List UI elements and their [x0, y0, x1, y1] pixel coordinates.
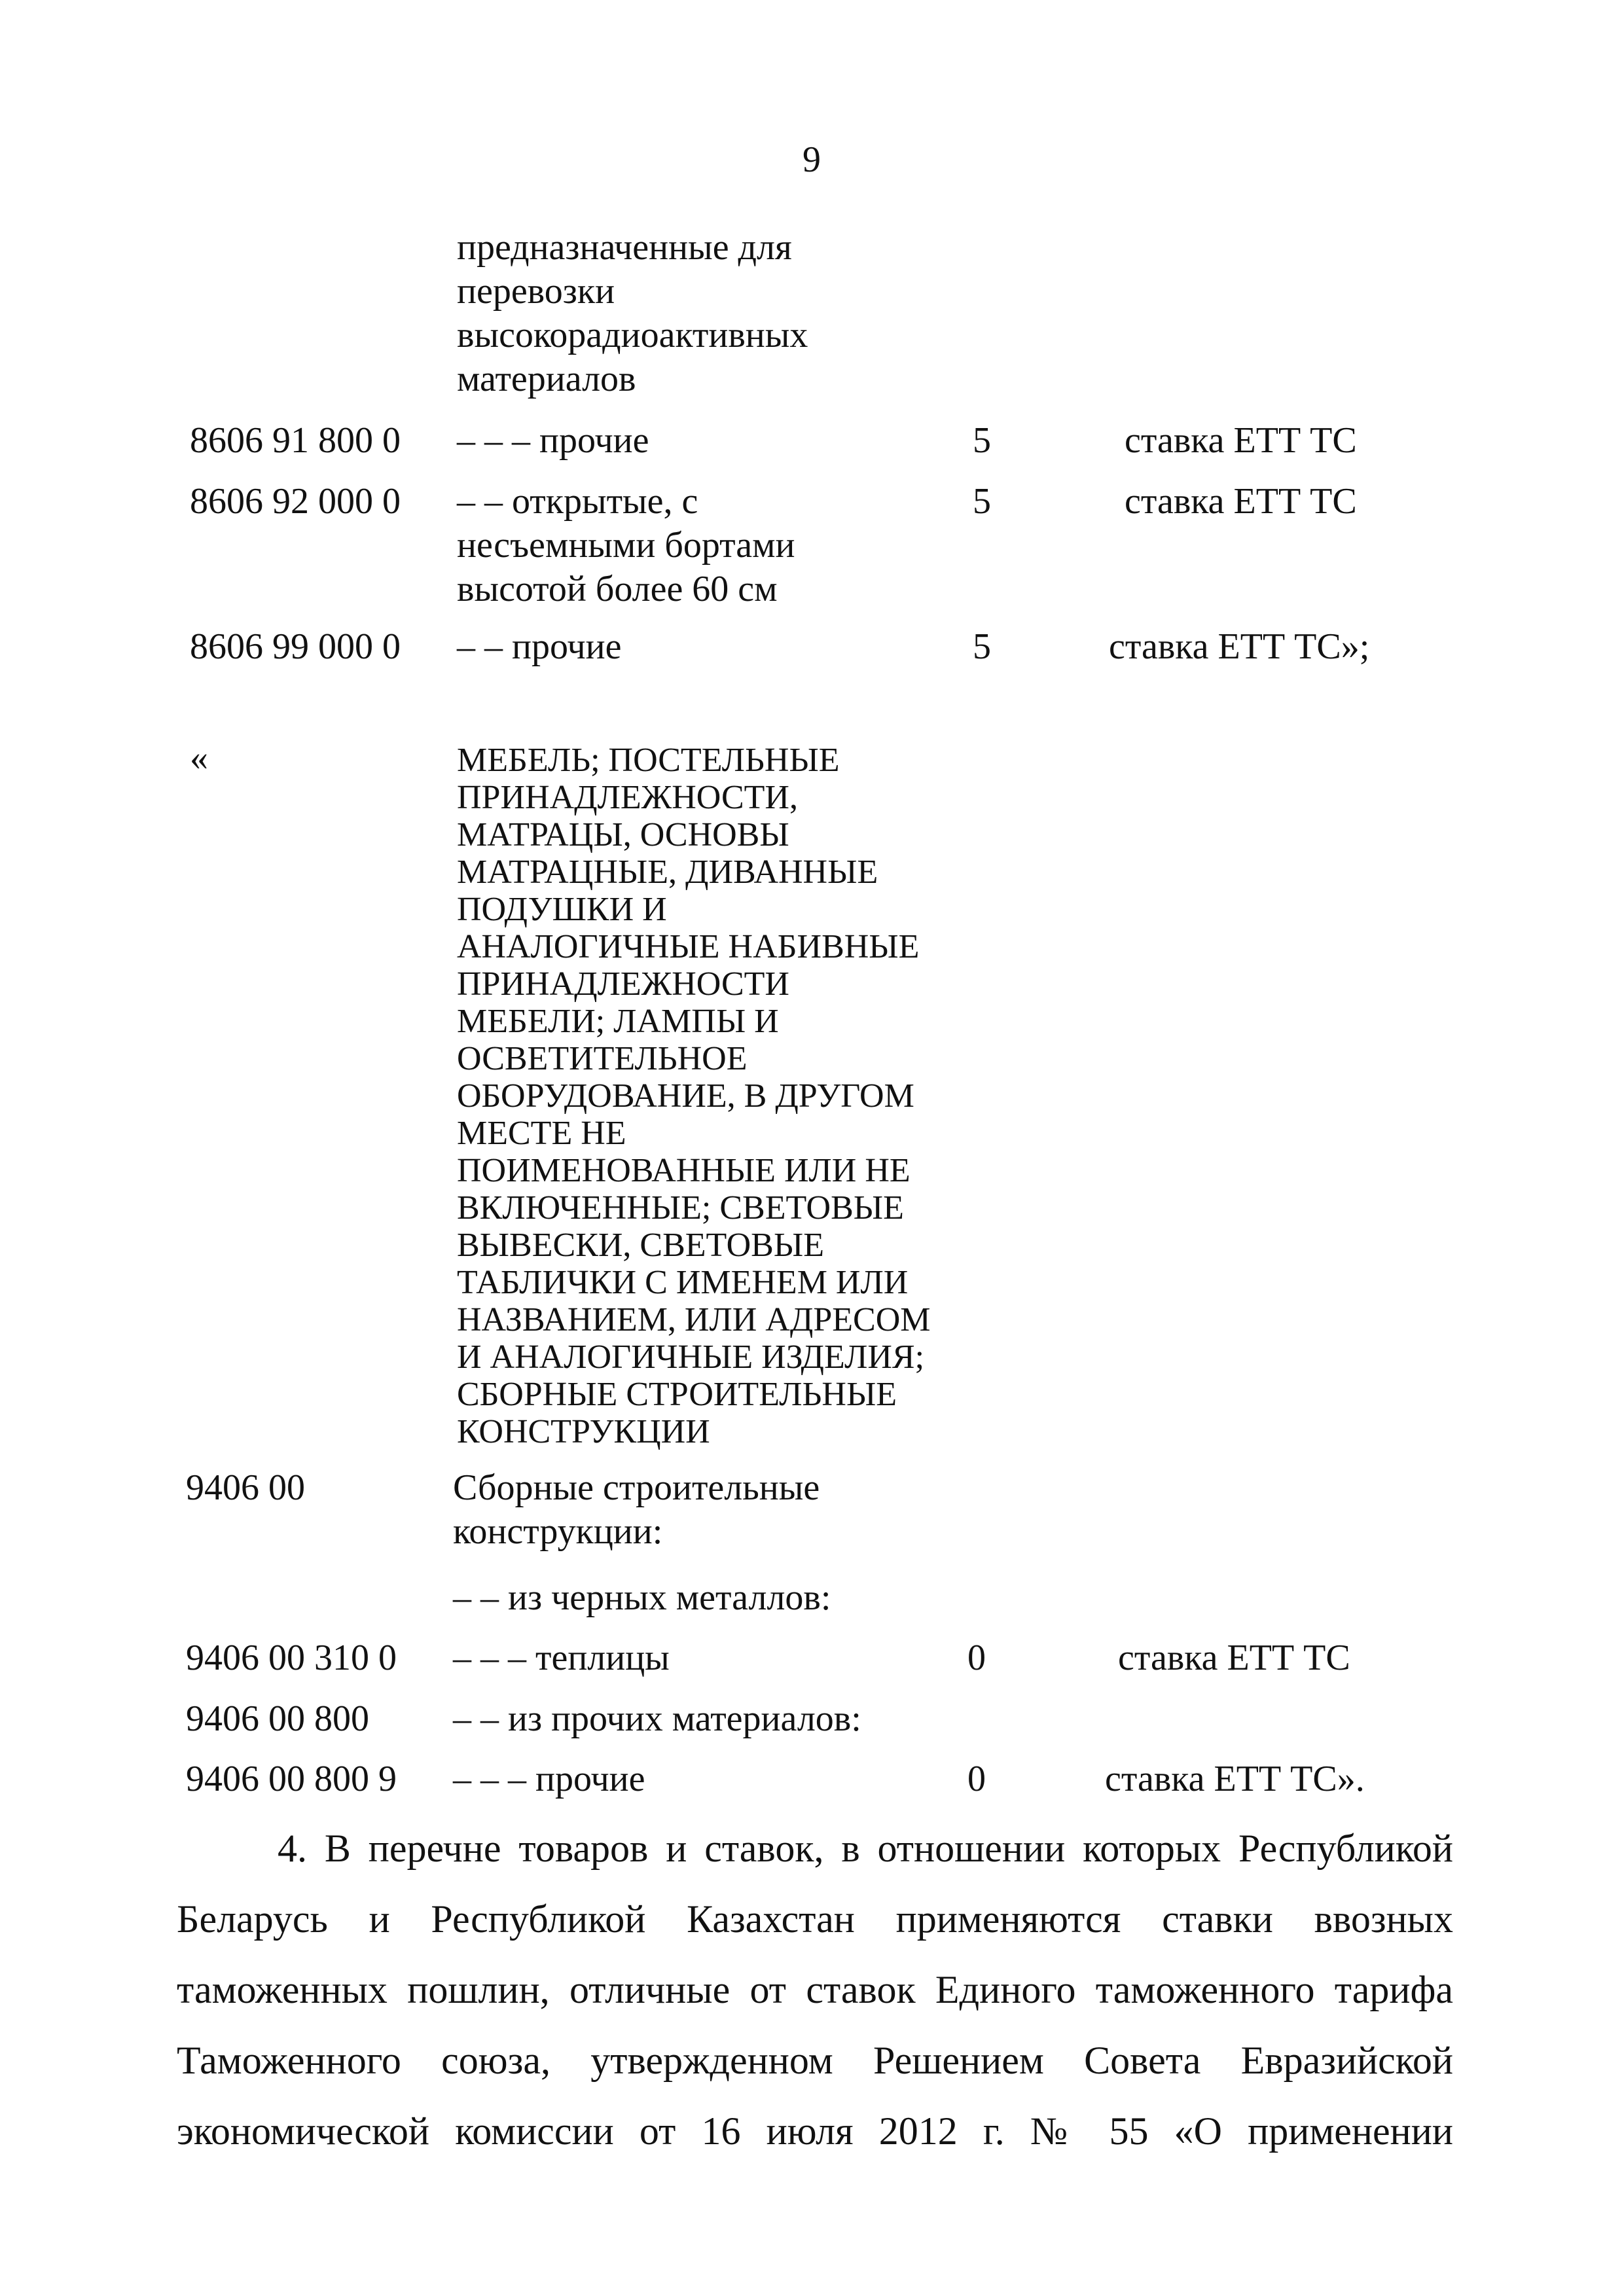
description-continuation: предназначенные для перевозки высокорадиоактивных материалов — [457, 227, 808, 399]
commodity-description: – – – теплицы — [453, 1638, 670, 1678]
commodity-code: 8606 92 000 0 — [190, 481, 401, 522]
commodity-code: 9406 00 800 9 — [186, 1759, 397, 1799]
body-paragraph — [177, 1813, 1453, 2166]
commodity-code: 8606 91 800 0 — [190, 420, 401, 461]
commodity-code: 8606 99 000 0 — [190, 626, 401, 667]
commodity-description: – – – прочие — [453, 1759, 645, 1799]
opening-quote: « — [190, 738, 208, 778]
paragraph-line: Беларусь и Республикой Казахстан применяются ставки ввозных — [177, 1897, 1453, 1941]
group-heading: МЕБЕЛЬ; ПОСТЕЛЬНЫЕ ПРИНАДЛЕЖНОСТИ, МАТРАЦЫ, ОСНОВЫ МАТРАЦНЫЕ, ДИВАННЫЕ ПОДУШКИ И АНАЛОГИЧНЫЕ НАБИВНЫЕ ПРИНАДЛЕЖНОСТИ МЕБЕЛИ; ЛАМПЫ И ОСВЕТИТЕЛЬНОЕ ОБОРУДОВАНИЕ, В ДРУГОМ МЕСТЕ НЕ ПОИМЕНОВАННЫЕ ИЛИ НЕ ВКЛЮЧЕННЫЕ; СВЕТОВЫЕ ВЫВЕСКИ, СВЕТОВЫЕ ТАБЛИЧКИ С ИМЕНЕМ ИЛИ НАЗВАНИЕМ, ИЛИ АДРЕСОМ И АНАЛОГИЧНЫЕ ИЗДЕЛИЯ; СБОРНЫЕ СТРОИТЕЛЬНЫЕ КОНСТРУКЦИИ — [457, 742, 931, 1450]
paragraph-line: таможенных пошлин, отличные от ставок Единого таможенного тарифа — [177, 1968, 1453, 2011]
commodity-description: – – из черных металлов: — [453, 1577, 831, 1618]
paragraph-line: Таможенного союза, утвержденном Решением Совета Евразийской — [177, 2039, 1453, 2082]
commodity-description: – – открытые, с несъемными бортами высотой более 60 см — [457, 481, 795, 609]
commodity-description: Сборные строительные конструкции: — [453, 1467, 820, 1552]
duty-rate: 5 — [973, 626, 991, 667]
page-number: 9 — [803, 139, 821, 180]
duty-rate: 0 — [967, 1638, 986, 1678]
duty-rate: 0 — [967, 1759, 986, 1799]
rate-note: ставка ЕТТ ТС — [1118, 1638, 1350, 1678]
paragraph-line: 4. В перечне товаров и ставок, в отношении которых Республикой — [278, 1827, 1453, 1870]
duty-rate: 5 — [973, 481, 991, 522]
commodity-code: 9406 00 310 0 — [186, 1638, 397, 1678]
paragraph-line: экономической комиссии от 16 июля 2012 г. № 55 «О применении — [177, 2109, 1453, 2153]
rate-note: ставка ЕТТ ТС — [1125, 420, 1357, 461]
commodity-code: 9406 00 800 — [186, 1698, 369, 1739]
commodity-description: – – прочие — [457, 626, 622, 667]
rate-note: ставка ЕТТ ТС — [1125, 481, 1357, 522]
commodity-description: – – – прочие — [457, 420, 649, 461]
rate-note: ставка ЕТТ ТС»; — [1109, 626, 1370, 667]
duty-rate: 5 — [973, 420, 991, 461]
commodity-description: – – из прочих материалов: — [453, 1698, 861, 1739]
commodity-code: 9406 00 — [186, 1467, 305, 1508]
rate-note: ставка ЕТТ ТС». — [1105, 1759, 1365, 1799]
